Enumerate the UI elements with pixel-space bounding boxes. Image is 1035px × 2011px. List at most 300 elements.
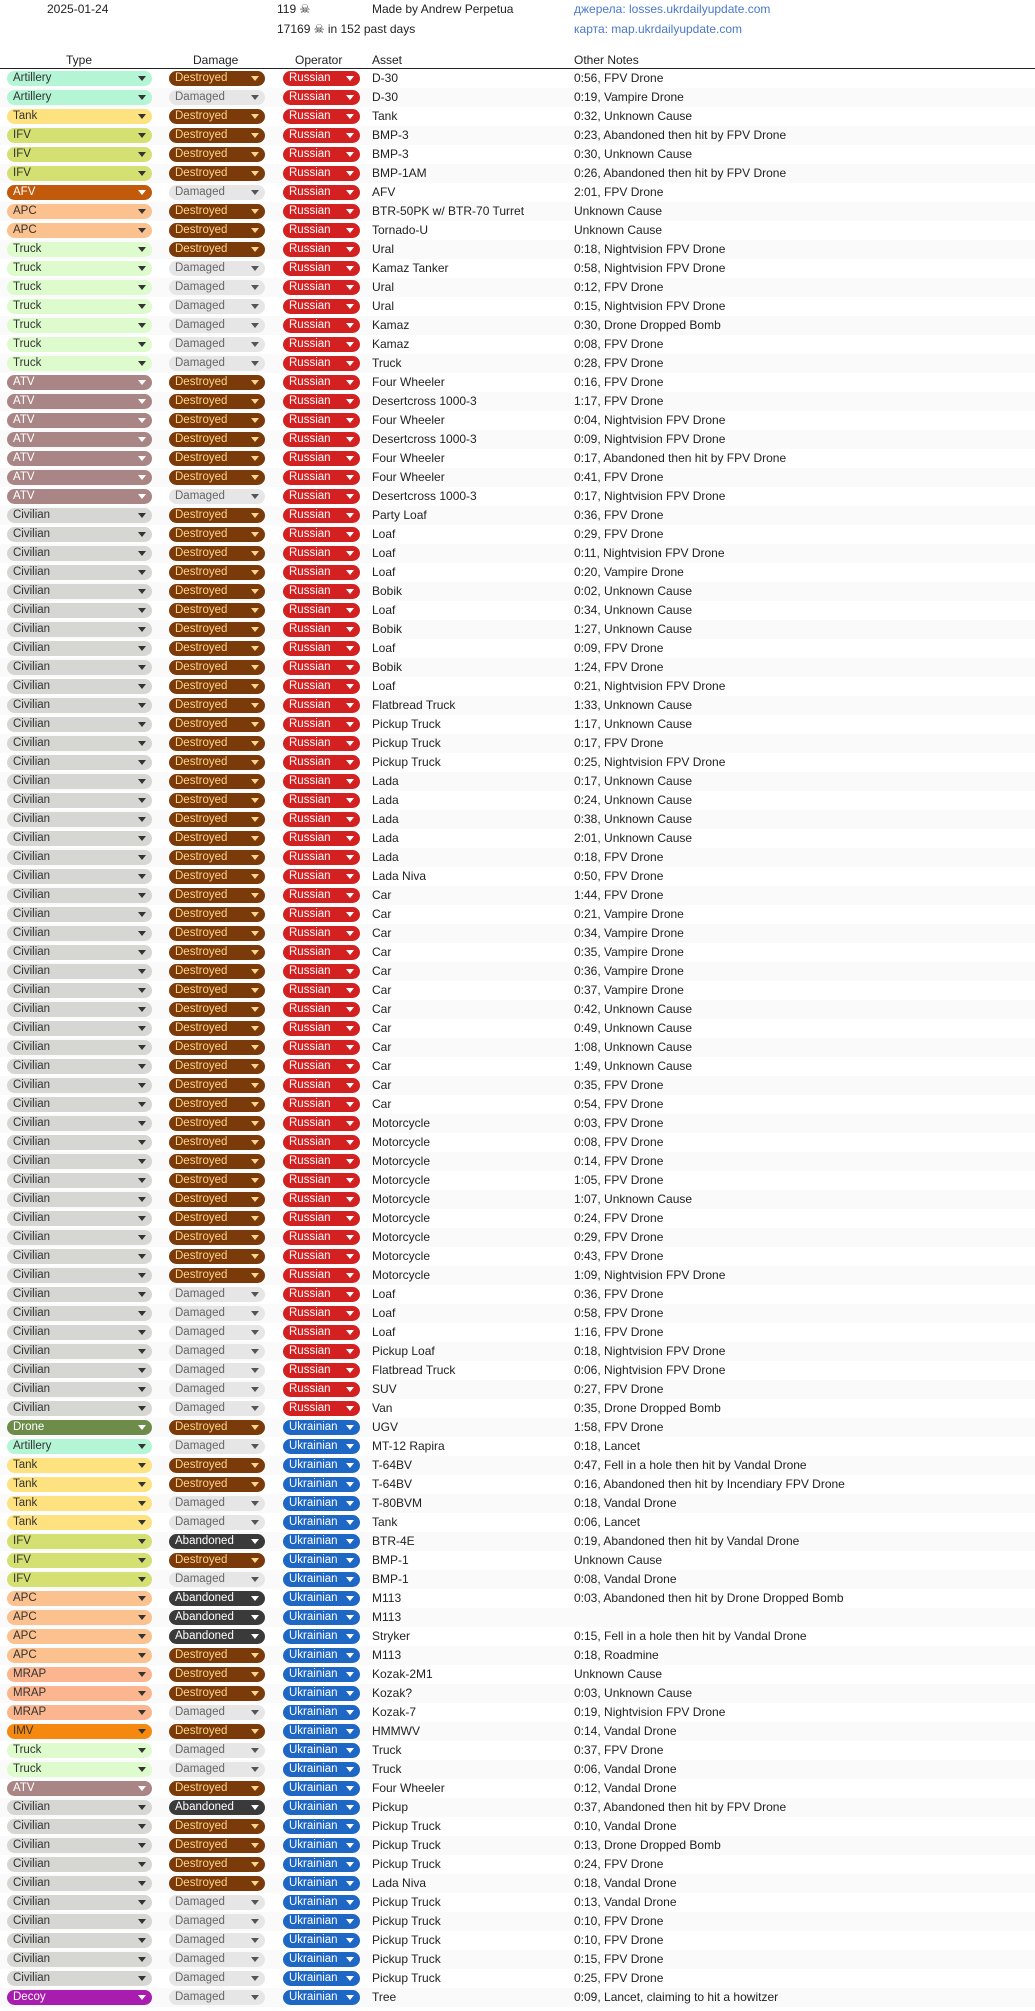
damage-select[interactable] — [169, 1724, 265, 1739]
type-select[interactable] — [7, 1458, 152, 1473]
operator-select[interactable] — [283, 755, 360, 770]
operator-select[interactable] — [283, 888, 360, 903]
type-select[interactable] — [7, 1990, 152, 2005]
type-select[interactable] — [7, 1078, 152, 1093]
type-select[interactable] — [7, 1572, 152, 1587]
type-select[interactable] — [7, 1914, 152, 1929]
damage-select[interactable] — [169, 128, 265, 143]
type-select[interactable] — [7, 1952, 152, 1967]
damage-select[interactable] — [169, 1021, 265, 1036]
operator-select[interactable] — [283, 1933, 360, 1948]
type-select[interactable] — [7, 451, 152, 466]
type-select[interactable] — [7, 185, 152, 200]
damage-select[interactable] — [169, 204, 265, 219]
operator-select[interactable] — [283, 261, 360, 276]
type-select[interactable] — [7, 223, 152, 238]
operator-select[interactable] — [283, 546, 360, 561]
operator-select[interactable] — [283, 1762, 360, 1777]
type-select[interactable] — [7, 413, 152, 428]
damage-select[interactable] — [169, 812, 265, 827]
damage-select[interactable] — [169, 1097, 265, 1112]
operator-select[interactable] — [283, 1249, 360, 1264]
operator-select[interactable] — [283, 584, 360, 599]
operator-select[interactable] — [283, 1325, 360, 1340]
operator-select[interactable] — [283, 1667, 360, 1682]
type-select[interactable] — [7, 736, 152, 751]
damage-select[interactable] — [169, 90, 265, 105]
damage-select[interactable] — [169, 1933, 265, 1948]
type-select[interactable] — [7, 1344, 152, 1359]
damage-select[interactable] — [169, 299, 265, 314]
type-select[interactable] — [7, 90, 152, 105]
damage-select[interactable] — [169, 1762, 265, 1777]
type-select[interactable] — [7, 1933, 152, 1948]
operator-select[interactable] — [283, 432, 360, 447]
type-select[interactable] — [7, 1838, 152, 1853]
damage-select[interactable] — [169, 1249, 265, 1264]
damage-select[interactable] — [169, 1667, 265, 1682]
type-select[interactable] — [7, 71, 152, 86]
type-select[interactable] — [7, 869, 152, 884]
operator-select[interactable] — [283, 1857, 360, 1872]
damage-select[interactable] — [169, 793, 265, 808]
damage-select[interactable] — [169, 907, 265, 922]
type-select[interactable] — [7, 337, 152, 352]
type-select[interactable] — [7, 1401, 152, 1416]
operator-select[interactable] — [283, 622, 360, 637]
operator-select[interactable] — [283, 964, 360, 979]
operator-select[interactable] — [283, 1971, 360, 1986]
type-select[interactable] — [7, 622, 152, 637]
type-select[interactable] — [7, 603, 152, 618]
damage-select[interactable] — [169, 1363, 265, 1378]
damage-select[interactable] — [169, 1192, 265, 1207]
type-select[interactable] — [7, 698, 152, 713]
operator-select[interactable] — [283, 1895, 360, 1910]
operator-select[interactable] — [283, 90, 360, 105]
operator-select[interactable] — [283, 337, 360, 352]
operator-select[interactable] — [283, 1534, 360, 1549]
damage-select[interactable] — [169, 1116, 265, 1131]
damage-select[interactable] — [169, 375, 265, 390]
damage-select[interactable] — [169, 1382, 265, 1397]
damage-select[interactable] — [169, 1743, 265, 1758]
operator-select[interactable] — [283, 1648, 360, 1663]
operator-select[interactable] — [283, 1439, 360, 1454]
type-select[interactable] — [7, 1553, 152, 1568]
type-select[interactable] — [7, 1762, 152, 1777]
type-select[interactable] — [7, 565, 152, 580]
damage-select[interactable] — [169, 1515, 265, 1530]
operator-select[interactable] — [283, 1477, 360, 1492]
operator-select[interactable] — [283, 1306, 360, 1321]
operator-select[interactable] — [283, 1838, 360, 1853]
damage-select[interactable] — [169, 451, 265, 466]
type-select[interactable] — [7, 147, 152, 162]
operator-select[interactable] — [283, 1610, 360, 1625]
operator-select[interactable] — [283, 1002, 360, 1017]
operator-select[interactable] — [283, 128, 360, 143]
type-select[interactable] — [7, 1059, 152, 1074]
operator-select[interactable] — [283, 1211, 360, 1226]
type-select[interactable] — [7, 755, 152, 770]
type-select[interactable] — [7, 964, 152, 979]
damage-select[interactable] — [169, 489, 265, 504]
type-select[interactable] — [7, 1211, 152, 1226]
type-select[interactable] — [7, 1648, 152, 1663]
type-select[interactable] — [7, 1610, 152, 1625]
type-select[interactable] — [7, 1724, 152, 1739]
damage-select[interactable] — [169, 1040, 265, 1055]
type-select[interactable] — [7, 166, 152, 181]
damage-select[interactable] — [169, 869, 265, 884]
type-select[interactable] — [7, 1192, 152, 1207]
type-select[interactable] — [7, 888, 152, 903]
damage-select[interactable] — [169, 394, 265, 409]
operator-select[interactable] — [283, 1382, 360, 1397]
damage-select[interactable] — [169, 1971, 265, 1986]
map-link[interactable]: карта: map.ukrdailyupdate.com — [574, 22, 743, 36]
operator-select[interactable] — [283, 1990, 360, 2005]
type-select[interactable] — [7, 1249, 152, 1264]
type-select[interactable] — [7, 280, 152, 295]
damage-select[interactable] — [169, 166, 265, 181]
type-select[interactable] — [7, 1819, 152, 1834]
operator-select[interactable] — [283, 1344, 360, 1359]
damage-select[interactable] — [169, 1838, 265, 1853]
operator-select[interactable] — [283, 1515, 360, 1530]
damage-select[interactable] — [169, 641, 265, 656]
damage-select[interactable] — [169, 831, 265, 846]
damage-select[interactable] — [169, 280, 265, 295]
operator-select[interactable] — [283, 1553, 360, 1568]
operator-select[interactable] — [283, 356, 360, 371]
damage-select[interactable] — [169, 964, 265, 979]
operator-select[interactable] — [283, 641, 360, 656]
damage-select[interactable] — [169, 109, 265, 124]
operator-select[interactable] — [283, 793, 360, 808]
damage-select[interactable] — [169, 432, 265, 447]
type-select[interactable] — [7, 1800, 152, 1815]
type-select[interactable] — [7, 356, 152, 371]
operator-select[interactable] — [283, 1686, 360, 1701]
damage-select[interactable] — [169, 1059, 265, 1074]
type-select[interactable] — [7, 242, 152, 257]
type-select[interactable] — [7, 641, 152, 656]
damage-select[interactable] — [169, 147, 265, 162]
operator-select[interactable] — [283, 698, 360, 713]
operator-select[interactable] — [283, 280, 360, 295]
operator-select[interactable] — [283, 774, 360, 789]
operator-select[interactable] — [283, 1952, 360, 1967]
operator-select[interactable] — [283, 185, 360, 200]
damage-select[interactable] — [169, 1078, 265, 1093]
type-select[interactable] — [7, 1515, 152, 1530]
operator-select[interactable] — [283, 983, 360, 998]
operator-select[interactable] — [283, 831, 360, 846]
type-select[interactable] — [7, 470, 152, 485]
operator-select[interactable] — [283, 736, 360, 751]
operator-select[interactable] — [283, 1097, 360, 1112]
damage-select[interactable] — [169, 1211, 265, 1226]
type-select[interactable] — [7, 926, 152, 941]
damage-select[interactable] — [169, 603, 265, 618]
damage-select[interactable] — [169, 1819, 265, 1834]
operator-select[interactable] — [283, 1287, 360, 1302]
type-select[interactable] — [7, 1743, 152, 1758]
type-select[interactable] — [7, 983, 152, 998]
type-select[interactable] — [7, 489, 152, 504]
damage-select[interactable] — [169, 242, 265, 257]
damage-select[interactable] — [169, 945, 265, 960]
type-select[interactable] — [7, 1230, 152, 1245]
damage-select[interactable] — [169, 356, 265, 371]
damage-select[interactable] — [169, 1287, 265, 1302]
type-select[interactable] — [7, 1667, 152, 1682]
operator-select[interactable] — [283, 204, 360, 219]
operator-select[interactable] — [283, 299, 360, 314]
operator-select[interactable] — [283, 1040, 360, 1055]
damage-select[interactable] — [169, 413, 265, 428]
operator-select[interactable] — [283, 489, 360, 504]
type-select[interactable] — [7, 1591, 152, 1606]
damage-select[interactable] — [169, 679, 265, 694]
type-select[interactable] — [7, 1439, 152, 1454]
damage-select[interactable] — [169, 1572, 265, 1587]
operator-select[interactable] — [283, 565, 360, 580]
damage-select[interactable] — [169, 1610, 265, 1625]
damage-select[interactable] — [169, 1990, 265, 2005]
operator-select[interactable] — [283, 1572, 360, 1587]
operator-select[interactable] — [283, 1914, 360, 1929]
type-select[interactable] — [7, 1268, 152, 1283]
operator-select[interactable] — [283, 1135, 360, 1150]
operator-select[interactable] — [283, 945, 360, 960]
damage-select[interactable] — [169, 1401, 265, 1416]
type-select[interactable] — [7, 375, 152, 390]
damage-select[interactable] — [169, 1496, 265, 1511]
type-select[interactable] — [7, 774, 152, 789]
damage-select[interactable] — [169, 1230, 265, 1245]
damage-select[interactable] — [169, 1135, 265, 1150]
operator-select[interactable] — [283, 1401, 360, 1416]
damage-select[interactable] — [169, 1306, 265, 1321]
operator-select[interactable] — [283, 812, 360, 827]
operator-select[interactable] — [283, 1629, 360, 1644]
type-select[interactable] — [7, 1420, 152, 1435]
operator-select[interactable] — [283, 1059, 360, 1074]
type-select[interactable] — [7, 1534, 152, 1549]
damage-select[interactable] — [169, 1534, 265, 1549]
damage-select[interactable] — [169, 508, 265, 523]
damage-select[interactable] — [169, 1800, 265, 1815]
type-select[interactable] — [7, 793, 152, 808]
damage-select[interactable] — [169, 1857, 265, 1872]
damage-select[interactable] — [169, 660, 265, 675]
operator-select[interactable] — [283, 1363, 360, 1378]
type-select[interactable] — [7, 1686, 152, 1701]
type-select[interactable] — [7, 1306, 152, 1321]
type-select[interactable] — [7, 1382, 152, 1397]
operator-select[interactable] — [283, 1192, 360, 1207]
type-select[interactable] — [7, 1287, 152, 1302]
type-select[interactable] — [7, 1135, 152, 1150]
operator-select[interactable] — [283, 1268, 360, 1283]
sources-link[interactable]: джерела: losses.ukrdailyupdate.com — [574, 2, 771, 16]
operator-select[interactable] — [283, 1800, 360, 1815]
operator-select[interactable] — [283, 679, 360, 694]
damage-select[interactable] — [169, 698, 265, 713]
type-select[interactable] — [7, 717, 152, 732]
type-select[interactable] — [7, 318, 152, 333]
type-select[interactable] — [7, 1629, 152, 1644]
damage-select[interactable] — [169, 1268, 265, 1283]
operator-select[interactable] — [283, 603, 360, 618]
type-select[interactable] — [7, 508, 152, 523]
type-select[interactable] — [7, 1705, 152, 1720]
damage-select[interactable] — [169, 1629, 265, 1644]
damage-select[interactable] — [169, 1458, 265, 1473]
type-select[interactable] — [7, 1363, 152, 1378]
damage-select[interactable] — [169, 1477, 265, 1492]
damage-select[interactable] — [169, 1876, 265, 1891]
operator-select[interactable] — [283, 394, 360, 409]
type-select[interactable] — [7, 1002, 152, 1017]
operator-select[interactable] — [283, 1743, 360, 1758]
type-select[interactable] — [7, 584, 152, 599]
type-select[interactable] — [7, 1097, 152, 1112]
operator-select[interactable] — [283, 869, 360, 884]
damage-select[interactable] — [169, 717, 265, 732]
operator-select[interactable] — [283, 1116, 360, 1131]
type-select[interactable] — [7, 1325, 152, 1340]
damage-select[interactable] — [169, 1002, 265, 1017]
damage-select[interactable] — [169, 185, 265, 200]
damage-select[interactable] — [169, 1439, 265, 1454]
type-select[interactable] — [7, 109, 152, 124]
type-select[interactable] — [7, 1154, 152, 1169]
type-select[interactable] — [7, 128, 152, 143]
damage-select[interactable] — [169, 1781, 265, 1796]
type-select[interactable] — [7, 1876, 152, 1891]
type-select[interactable] — [7, 1477, 152, 1492]
type-select[interactable] — [7, 432, 152, 447]
operator-select[interactable] — [283, 1876, 360, 1891]
operator-select[interactable] — [283, 1230, 360, 1245]
type-select[interactable] — [7, 945, 152, 960]
operator-select[interactable] — [283, 1173, 360, 1188]
type-select[interactable] — [7, 1496, 152, 1511]
operator-select[interactable] — [283, 109, 360, 124]
operator-select[interactable] — [283, 242, 360, 257]
operator-select[interactable] — [283, 1458, 360, 1473]
type-select[interactable] — [7, 204, 152, 219]
damage-select[interactable] — [169, 1895, 265, 1910]
operator-select[interactable] — [283, 660, 360, 675]
operator-select[interactable] — [283, 1724, 360, 1739]
type-select[interactable] — [7, 299, 152, 314]
operator-select[interactable] — [283, 413, 360, 428]
type-select[interactable] — [7, 527, 152, 542]
type-select[interactable] — [7, 812, 152, 827]
operator-select[interactable] — [283, 1496, 360, 1511]
type-select[interactable] — [7, 394, 152, 409]
operator-select[interactable] — [283, 1420, 360, 1435]
operator-select[interactable] — [283, 147, 360, 162]
type-select[interactable] — [7, 1021, 152, 1036]
damage-select[interactable] — [169, 318, 265, 333]
damage-select[interactable] — [169, 71, 265, 86]
operator-select[interactable] — [283, 375, 360, 390]
damage-select[interactable] — [169, 1344, 265, 1359]
operator-select[interactable] — [283, 71, 360, 86]
damage-select[interactable] — [169, 1173, 265, 1188]
damage-select[interactable] — [169, 565, 265, 580]
damage-select[interactable] — [169, 546, 265, 561]
operator-select[interactable] — [283, 1819, 360, 1834]
damage-select[interactable] — [169, 1420, 265, 1435]
damage-select[interactable] — [169, 888, 265, 903]
type-select[interactable] — [7, 1971, 152, 1986]
type-select[interactable] — [7, 679, 152, 694]
type-select[interactable] — [7, 831, 152, 846]
damage-select[interactable] — [169, 1325, 265, 1340]
operator-select[interactable] — [283, 1021, 360, 1036]
operator-select[interactable] — [283, 907, 360, 922]
damage-select[interactable] — [169, 774, 265, 789]
operator-select[interactable] — [283, 717, 360, 732]
type-select[interactable] — [7, 1895, 152, 1910]
operator-select[interactable] — [283, 470, 360, 485]
damage-select[interactable] — [169, 1591, 265, 1606]
operator-select[interactable] — [283, 850, 360, 865]
type-select[interactable] — [7, 1857, 152, 1872]
type-select[interactable] — [7, 660, 152, 675]
damage-select[interactable] — [169, 850, 265, 865]
type-select[interactable] — [7, 546, 152, 561]
operator-select[interactable] — [283, 527, 360, 542]
operator-select[interactable] — [283, 1705, 360, 1720]
operator-select[interactable] — [283, 1154, 360, 1169]
damage-select[interactable] — [169, 1686, 265, 1701]
damage-select[interactable] — [169, 261, 265, 276]
damage-select[interactable] — [169, 622, 265, 637]
damage-select[interactable] — [169, 1154, 265, 1169]
operator-select[interactable] — [283, 1078, 360, 1093]
operator-select[interactable] — [283, 1781, 360, 1796]
type-select[interactable] — [7, 1040, 152, 1055]
operator-select[interactable] — [283, 318, 360, 333]
damage-select[interactable] — [169, 1952, 265, 1967]
damage-select[interactable] — [169, 223, 265, 238]
damage-select[interactable] — [169, 1553, 265, 1568]
type-select[interactable] — [7, 850, 152, 865]
operator-select[interactable] — [283, 223, 360, 238]
damage-select[interactable] — [169, 755, 265, 770]
damage-select[interactable] — [169, 736, 265, 751]
type-select[interactable] — [7, 1116, 152, 1131]
operator-select[interactable] — [283, 508, 360, 523]
damage-select[interactable] — [169, 527, 265, 542]
damage-select[interactable] — [169, 926, 265, 941]
operator-select[interactable] — [283, 1591, 360, 1606]
operator-select[interactable] — [283, 451, 360, 466]
damage-select[interactable] — [169, 584, 265, 599]
damage-select[interactable] — [169, 1648, 265, 1663]
operator-select[interactable] — [283, 166, 360, 181]
type-select[interactable] — [7, 261, 152, 276]
damage-select[interactable] — [169, 1914, 265, 1929]
